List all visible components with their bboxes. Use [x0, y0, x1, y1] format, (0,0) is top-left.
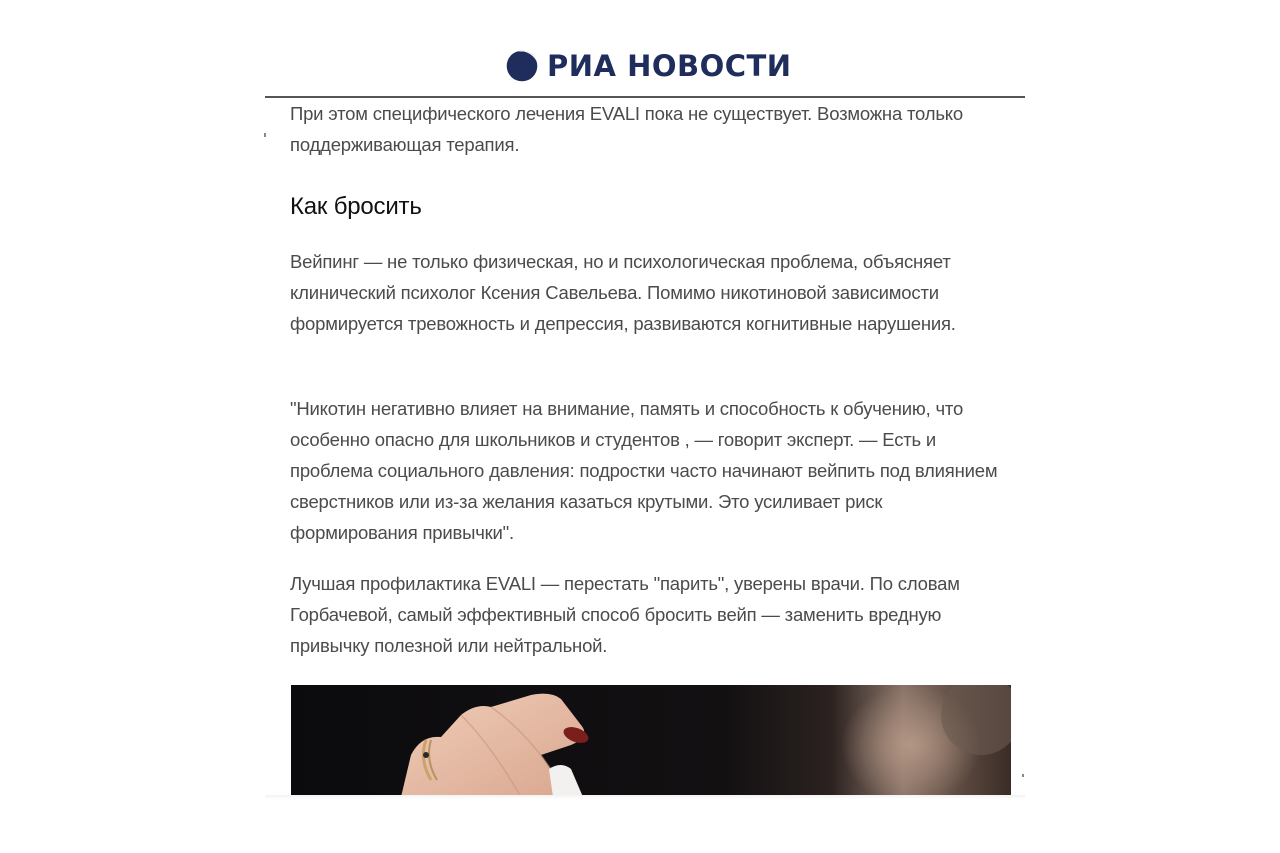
site-header: [265, 0, 1025, 97]
quote-paragraph: "Никотин негативно влияет на внимание, память и способность к обучению, что особенно опасно для школьников и студентов , — говорит эксперт. — Есть и проблема социального давления: подростки часто начинают вейпить под влиянием сверстников или из-за желания казаться крутыми. Это усиливает риск формирования привычки".: [290, 398, 998, 543]
vape-hand-image: [291, 685, 1011, 797]
stray-mark: [264, 133, 266, 137]
paragraph: При этом специфического лечения EVALI пока не существует. Возможна только поддерживающая терапия.: [290, 103, 963, 155]
stray-mark: [1022, 774, 1024, 777]
ria-novosti-logo[interactable]: [505, 46, 792, 86]
logo-text: РИА НОВОСТИ: [547, 48, 792, 83]
section-heading: Как бросить: [290, 193, 422, 220]
content-bottom-edge: [265, 795, 1025, 799]
article-photo: [291, 685, 1011, 797]
paragraph: Вейпинг — не только физическая, но и психологическая проблема, объясняет клинический психолог Ксения Савельева. Помимо никотиновой зависимости формируется тревожность и депрессия, развиваются когнитивные нарушения.: [290, 251, 956, 334]
ria-globe-icon: [505, 49, 539, 83]
paragraph: Лучшая профилактика EVALI — перестать "парить", уверены врачи. По словам Горбачевой, самый эффективный способ бросить вейп — заменить вредную привычку полезной или нейтральной.: [290, 573, 960, 656]
